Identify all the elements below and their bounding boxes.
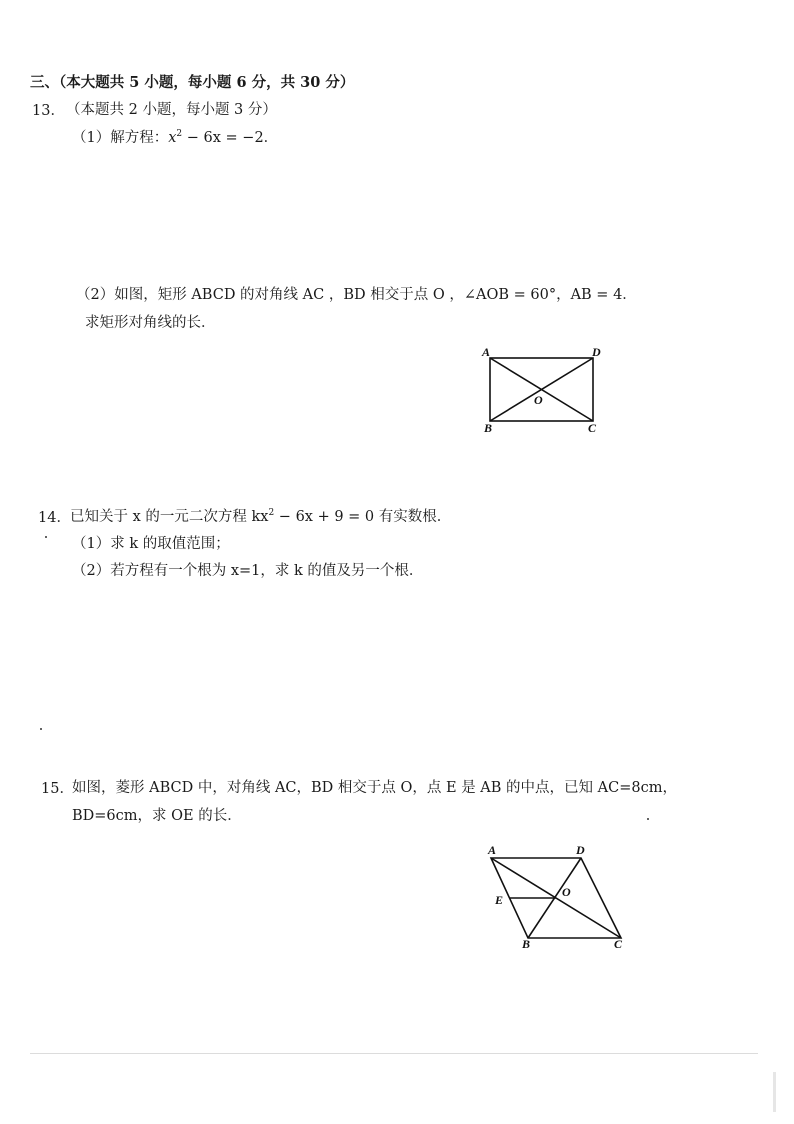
question-15-line1: 如图，菱形 ABCD 中，对角线 AC，BD 相交于点 O，点 E 是 AB 的中点，已知 AC=8cm， [72, 780, 677, 796]
question-14-part1: （1）求 k 的取值范围； [72, 536, 230, 552]
page-bottom-rule [30, 1053, 758, 1054]
stem-prefix: 已知关于 x 的一元二次方程 kx [70, 509, 269, 525]
label-a: A [482, 345, 491, 359]
equation-variable: x [168, 130, 177, 146]
label-c: C [614, 937, 623, 948]
label-d: D [592, 345, 601, 359]
scan-speck [40, 728, 42, 730]
label-a: A [488, 843, 497, 857]
rectangle-figure [478, 340, 608, 435]
scan-speck [647, 818, 649, 820]
question-15-line2: BD=6cm，求 OE 的长． [72, 808, 242, 824]
stem-suffix: − 6x + 9 = 0 有实数根． [274, 509, 452, 525]
label-b: B [484, 421, 493, 435]
question-13-number: 13． [32, 103, 65, 119]
question-14-number: 14． [38, 510, 71, 526]
question-14-part2: （2）若方程有一个根为 x=1，求 k 的值及另一个根． [72, 563, 424, 579]
question-13-part2-line1: （2）如图，矩形 ABCD 的对角线 AC ，BD 相交于点 O ，∠AOB = 60°，AB = 4． [76, 287, 637, 303]
label-o: O [534, 393, 543, 407]
question-13-part1 [72, 128, 278, 148]
equation-exponent: 2 [176, 129, 183, 139]
label-c: C [588, 421, 597, 435]
stem-exponent: 2 [268, 508, 275, 518]
section-header: 三、（本大题共 5 小题，每小题 6 分，共 30 分） [30, 74, 355, 91]
equation-rest: − 6x = −2． [182, 130, 279, 146]
scan-speck [45, 536, 47, 538]
question-13-part2-line2: 求矩形对角线的长． [85, 315, 216, 331]
rhombus-figure [482, 838, 632, 948]
question-13-intro: （本题共 2 小题，每小题 3 分） [66, 102, 277, 118]
label-o: O [562, 885, 571, 899]
question-15-number: 15． [41, 781, 74, 797]
label-e: E [495, 893, 504, 907]
label-d: D [576, 843, 585, 857]
part1-prefix: （1）解方程： [72, 130, 169, 146]
scan-edge-mark [773, 1072, 776, 1112]
label-b: B [522, 937, 531, 948]
question-14-stem [70, 507, 451, 527]
